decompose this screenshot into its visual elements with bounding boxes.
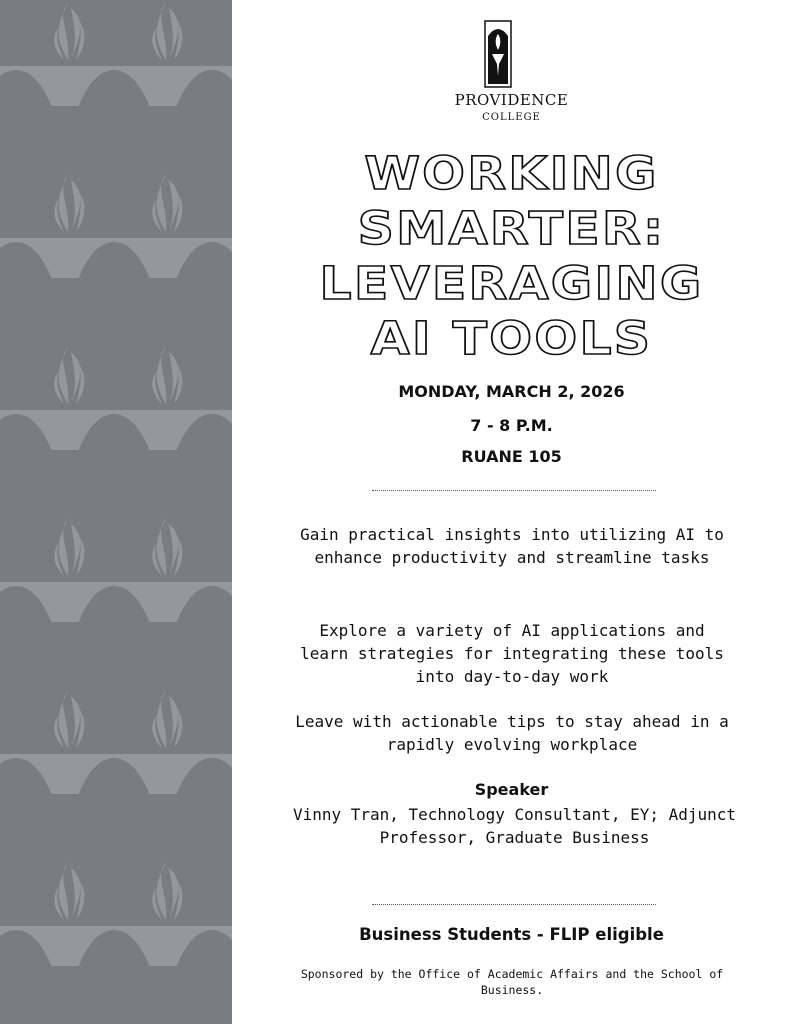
logo-line2: COLLEGE — [482, 112, 541, 123]
title-line: SMARTER: — [357, 202, 666, 255]
logo-line1: PROVIDENCE — [454, 91, 569, 109]
title-line: WORKING — [364, 147, 659, 200]
bullet-2: Explore a variety of AI applications and learn strategies for integrating these tools into day-to-day work — [300, 621, 724, 686]
title-line: LEVERAGING — [319, 257, 704, 310]
event-time: 7 - 8 P.M. — [470, 416, 553, 435]
flip-eligibility: Business Students - FLIP eligible — [359, 925, 664, 944]
bullet-3: Leave with actionable tips to stay ahead in a rapidly evolving workplace — [295, 712, 729, 754]
divider — [372, 486, 656, 491]
torch-pattern-panel — [0, 0, 232, 1024]
speaker-name: Vinny Tran, Technology Consultant, EY; Adjunct Professor, Graduate Business — [292, 805, 737, 847]
bullet-1: Gain practical insights into utilizing AI to enhance productivity and streamline tasks — [300, 525, 724, 567]
event-title — [198, 146, 791, 366]
flyer-content — [232, 0, 791, 1024]
event-date: MONDAY, MARCH 2, 2026 — [398, 382, 625, 401]
providence-college-shield-logo — [484, 20, 512, 88]
title-line: AI TOOLS — [370, 312, 653, 365]
speaker-heading: Speaker — [474, 780, 549, 799]
divider — [372, 900, 656, 905]
event-location: RUANE 105 — [461, 447, 562, 466]
sponsor-note: Sponsored by the Office of Academic Affairs and the School of Business. — [300, 967, 724, 997]
